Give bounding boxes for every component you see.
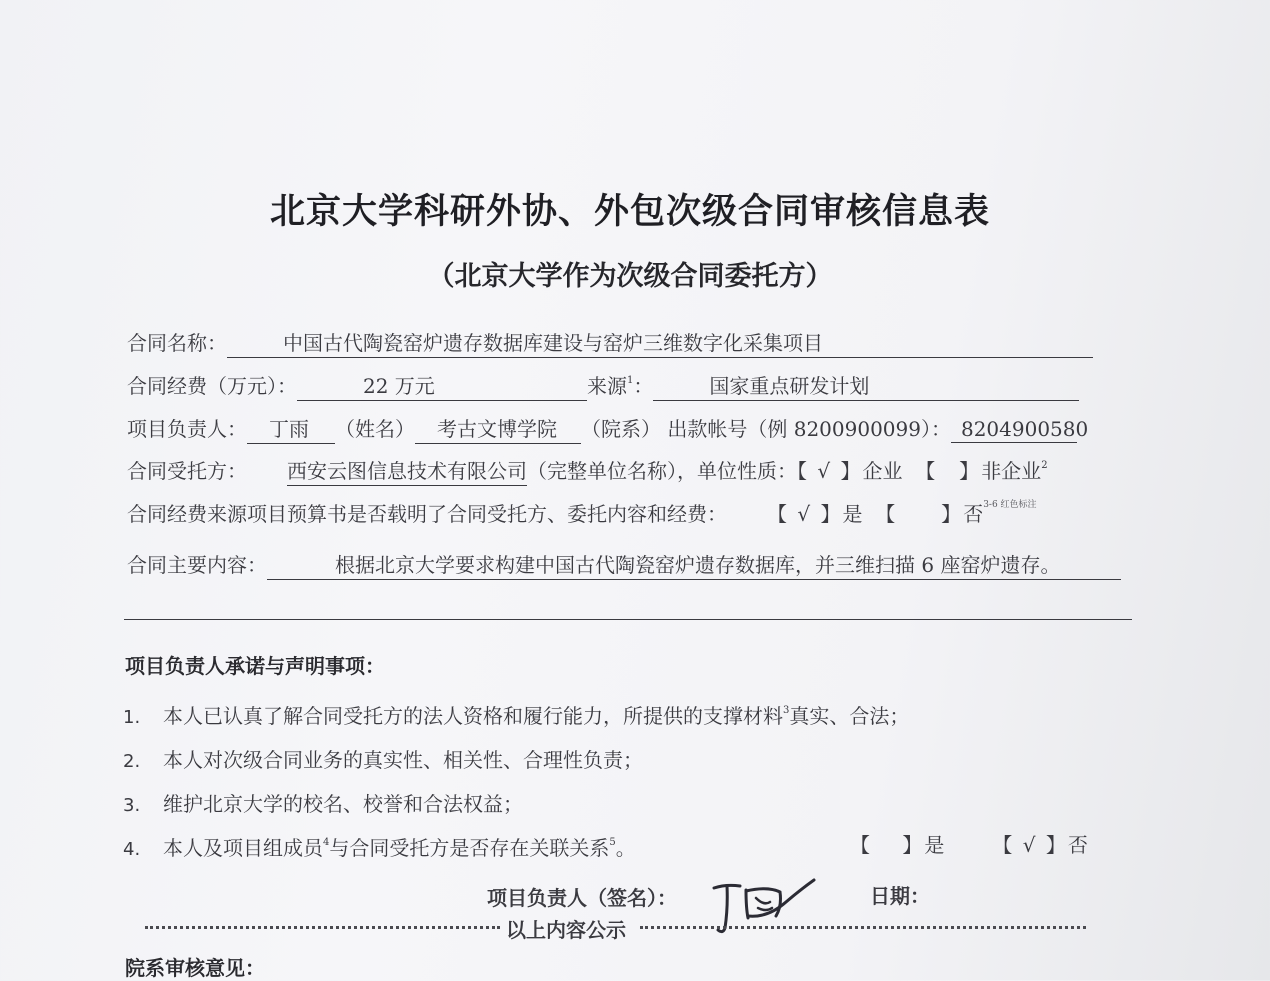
main-content-value: 根据北京大学要求构建中国古代陶瓷窑炉遗存数据库，并三维扫描 6 座窑炉遗存。 bbox=[267, 549, 1121, 580]
item-text: 维护北京大学的校名、校誉和合法权益； bbox=[163, 792, 523, 816]
funding-source-footnote: 1 bbox=[627, 375, 634, 386]
non-enterprise-footnote: 2 bbox=[1041, 460, 1048, 471]
trustee-name: 西安云图信息技术有限公司 bbox=[287, 455, 527, 486]
item-footnote: 4 bbox=[323, 837, 330, 848]
pi-label: 项目负责人： bbox=[127, 417, 247, 441]
item-text-tail: 真实、合法； bbox=[789, 704, 910, 728]
budget-no-label: 否 bbox=[963, 502, 984, 526]
funding-source-label: 来源 bbox=[587, 374, 627, 398]
date-label: 日期： bbox=[870, 884, 930, 908]
non-enterprise-label: 非企业 bbox=[981, 459, 1042, 483]
enterprise-checkbox[interactable]: 【 √ 】 bbox=[797, 459, 863, 483]
main-content-label: 合同主要内容： bbox=[127, 553, 267, 577]
relation-yes-label: 是 bbox=[924, 833, 945, 857]
signature-label: 项目负责人（签名）： bbox=[487, 886, 677, 910]
item-text: 本人已认真了解合同受托方的法人资格和履行能力，所提供的支撑材料 bbox=[163, 704, 783, 728]
budget-row bbox=[127, 498, 1037, 527]
account-label: 出款帐号（例 8200900099）： bbox=[667, 417, 951, 441]
enterprise-label: 企业 bbox=[862, 459, 903, 483]
pi-row bbox=[127, 413, 1089, 444]
item-text: 本人对次级合同业务的真实性、相关性、合理性负责； bbox=[163, 748, 643, 772]
document-subtitle: （北京大学作为次级合同委托方） bbox=[427, 261, 833, 292]
trustee-label: 合同受托方： bbox=[127, 459, 247, 483]
relation-no-label: 否 bbox=[1067, 833, 1088, 857]
non-enterprise-checkbox[interactable]: 【 】 bbox=[915, 459, 982, 483]
dotted-divider-left bbox=[145, 926, 500, 929]
item-number: 2. bbox=[123, 751, 141, 772]
budget-question: 合同经费来源项目预算书是否载明了合同受托方、委托内容和经费： bbox=[127, 502, 727, 526]
main-content-second-line bbox=[124, 619, 1132, 620]
contract-name-value: 中国古代陶瓷窑炉遗存数据库建设与窑炉三维数字化采集项目 bbox=[227, 327, 1093, 358]
item-number: 1. bbox=[123, 707, 141, 728]
commitment-item bbox=[123, 744, 643, 773]
pi-name-hint: （姓名） bbox=[335, 417, 415, 441]
trustee-hint: （完整单位名称），单位性质： bbox=[527, 459, 797, 483]
item-number: 3. bbox=[123, 795, 141, 816]
item-text-mid: 与合同受托方是否存在关联关系 bbox=[329, 836, 610, 860]
dept-review-label: 院系审核意见： bbox=[125, 956, 265, 980]
document-title: 北京大学科研外协、外包次级合同审核信息表 bbox=[269, 191, 990, 232]
main-content-row bbox=[127, 549, 1121, 580]
budget-note: 3-6 红色标注 bbox=[983, 500, 1037, 510]
commitment-item bbox=[123, 832, 636, 861]
contract-name-row bbox=[127, 327, 1093, 358]
funding-source-colon: ： bbox=[633, 374, 654, 398]
commitment-item bbox=[123, 700, 909, 729]
budget-no-checkbox[interactable]: 【 】 bbox=[875, 502, 964, 526]
funding-row bbox=[127, 370, 1079, 401]
pi-name: 丁雨 bbox=[247, 413, 335, 444]
relation-options bbox=[850, 829, 1088, 858]
funding-source-value: 国家重点研发计划 bbox=[653, 370, 1079, 401]
relation-no-checkbox[interactable]: 【 √ 】 bbox=[992, 833, 1068, 857]
trustee-row bbox=[127, 455, 1048, 486]
pi-dept: 考古文博学院 bbox=[415, 413, 581, 444]
item-text-tail: 。 bbox=[615, 836, 636, 860]
relation-yes-checkbox[interactable]: 【 】 bbox=[850, 833, 925, 857]
item-footnote: 5 bbox=[609, 837, 616, 848]
item-footnote: 3 bbox=[783, 705, 790, 716]
handwritten-signature bbox=[710, 872, 830, 946]
budget-yes-checkbox[interactable]: 【 √ 】 bbox=[767, 502, 843, 526]
commitment-item bbox=[123, 788, 523, 817]
account-number: 8204900580 bbox=[951, 417, 1077, 443]
dotted-divider-right bbox=[640, 926, 1086, 929]
funding-label: 合同经费（万元）： bbox=[127, 374, 297, 398]
item-text: 本人及项目组成员 bbox=[163, 836, 323, 860]
pi-dept-hint: （院系） bbox=[581, 417, 661, 441]
contract-name-label: 合同名称： bbox=[127, 331, 227, 355]
public-notice-label: 以上内容公示 bbox=[506, 918, 626, 942]
funding-value: 22 万元 bbox=[297, 370, 587, 401]
budget-yes-label: 是 bbox=[842, 502, 863, 526]
item-number: 4. bbox=[123, 839, 141, 860]
commitments-heading: 项目负责人承诺与声明事项： bbox=[125, 654, 385, 678]
